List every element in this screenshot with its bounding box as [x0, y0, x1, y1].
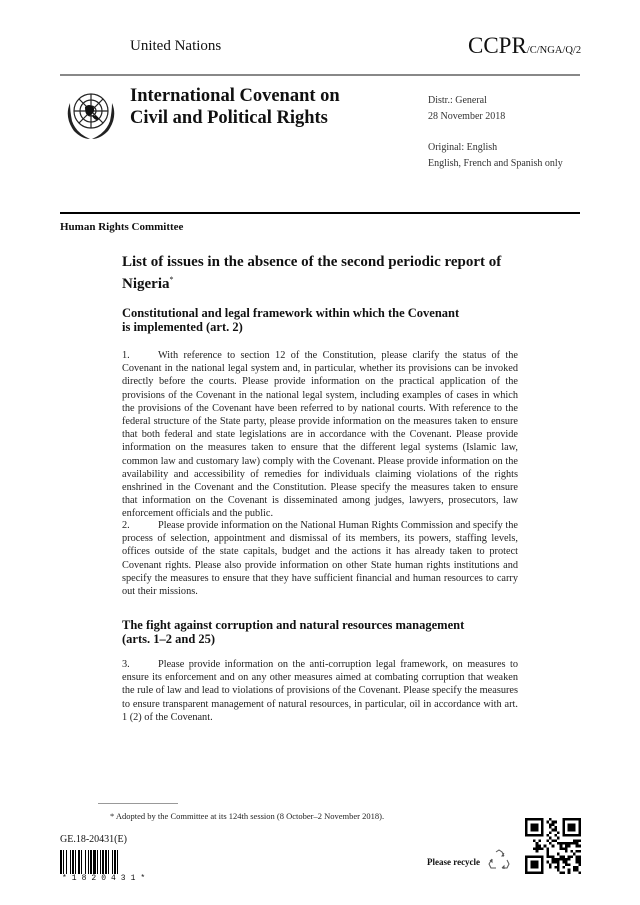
section-heading	[122, 618, 542, 646]
document-symbol	[468, 33, 581, 59]
barcode-icon	[60, 850, 152, 874]
paragraph	[122, 349, 518, 521]
heading-line: is implemented (art. 2)	[122, 320, 243, 334]
un-emblem-icon	[61, 83, 121, 143]
footnote-mark[interactable]: *	[169, 275, 174, 284]
paragraph-text: Please provide information on the anti-corruption legal framework, on measures to ensure its enforcement and on any other measures aimed at combating corruption that weaken the rule of law and lead to violations of provisions of the Covenant. Please specify the measures to ensure transparent management of natural resources, in particular, oil in accordance with art. 1 (2) of the Covenant.	[122, 659, 518, 723]
heading-line: The fight against corruption and natural resources management	[122, 618, 465, 632]
paragraph-number: 1.	[122, 350, 130, 361]
recycle-text: Please recycle	[427, 857, 481, 867]
paragraph	[122, 658, 518, 724]
heading-line: (arts. 1–2 and 25)	[122, 632, 216, 646]
section-heading	[122, 306, 542, 334]
title-line-1: International Covenant on	[130, 86, 340, 106]
document-title-text: List of issues in the absence of the second periodic report of Nigeria	[122, 254, 502, 292]
languages: English, French and Spanish only	[428, 158, 563, 169]
distr: Distr.: General	[428, 95, 487, 106]
language-info	[428, 140, 563, 172]
heading-line: Constitutional and legal framework within which the Covenant	[122, 306, 460, 320]
organization-name: United Nations	[130, 38, 222, 54]
symbol-main: CCPR	[468, 33, 527, 58]
header-rule	[60, 74, 580, 76]
footnote: * Adopted by the Committee at its 124th session (8 October–2 November 2018).	[110, 811, 385, 821]
paragraph	[122, 519, 518, 598]
job-number: GE.18-20431(E)	[60, 834, 127, 845]
covenant-title	[130, 85, 340, 129]
barcode-number: *1820431*	[62, 874, 151, 883]
title-line-2: Civil and Political Rights	[130, 108, 328, 128]
recycle-icon	[487, 848, 511, 872]
qr-code-icon[interactable]	[525, 818, 581, 874]
committee-name: Human Rights Committee	[60, 221, 184, 233]
paragraph-number: 3.	[122, 659, 130, 670]
paragraph-text: With reference to section 12 of the Constitution, please clarify the status of the Covenant in the national legal system and, in particular, whether its provisions can be invoked directly before the courts. Please provide information on the practical application of the provisions of the Covenant in the national legal system, including examples of cases in which the provisions of the Covenant have been referred to by national courts. With reference to the federal structure of the State party, please provide information on the measures taken to ensure that both federal and state legislations are in accordance with the Covenant. Please provide information on the measures taken to ensure that the different legal systems (Islamic law, common law and customary law) comply with the Covenant. Please provide information on the availability and accessibility of remedies for individuals claiming violations of the rights enshrined in the Covenant and the Constitution. Please specify the measures taken to ensure that information on the Covenant is disseminated among judges, lawyers, prosecutors, law enforcement officials and the public.	[122, 350, 518, 520]
distribution-info	[428, 93, 505, 125]
original-language: Original: English	[428, 142, 498, 153]
footnote-separator	[98, 803, 178, 804]
paragraph-number: 2.	[122, 520, 130, 531]
document-title	[122, 253, 542, 293]
section-rule	[60, 212, 580, 214]
symbol-suffix: /C/NGA/Q/2	[526, 45, 582, 56]
barcode-bar	[118, 850, 120, 874]
date: 28 November 2018	[428, 111, 506, 122]
paragraph-text: Please provide information on the National Human Rights Commission and specify the process of selection, appointment and dismissal of its members, its powers, staffing levels, offices outside of the state capitals, budget and the actions it has already taken to protect Covenant rights. Please also provide information on other State human rights institutions and specify the measures to ensure that they have sufficient financial and human resources to carry out their missions.	[122, 520, 518, 598]
